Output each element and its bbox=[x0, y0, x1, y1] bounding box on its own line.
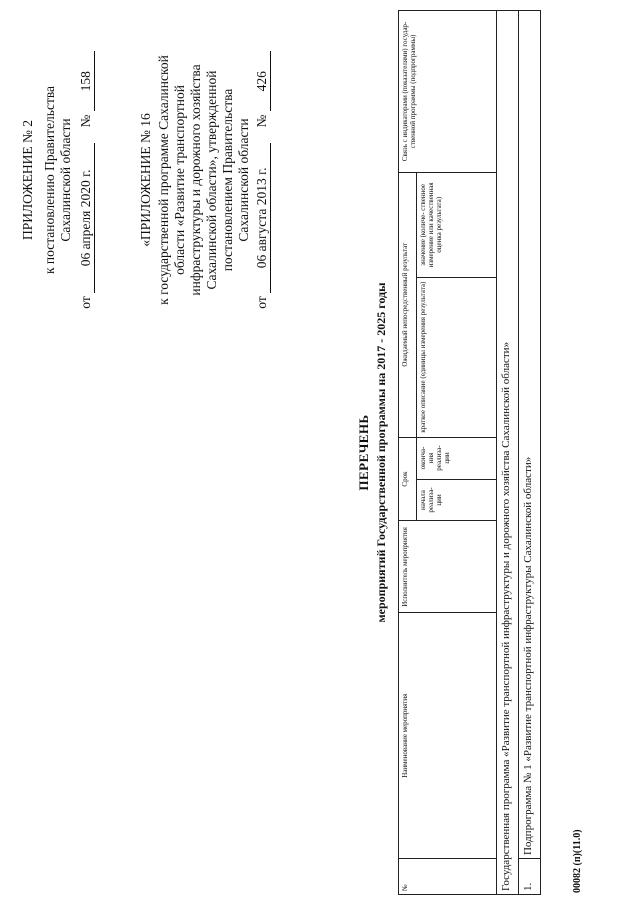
header-short-description: краткое описание (единицы измерения результата) bbox=[417, 277, 497, 437]
appendix-region: Сахалинской области bbox=[58, 118, 73, 242]
header-executor: Исполнитель мероприятия bbox=[399, 521, 497, 613]
header-value: значение (количе- ственное измерение или качественная оценка результата) bbox=[417, 172, 497, 277]
header-number: № bbox=[399, 859, 497, 895]
appendix-from-label: от bbox=[78, 296, 93, 309]
appendix-date: 06 апреля 2020 г. bbox=[78, 143, 95, 293]
title-perechen: ПЕРЕЧЕНЬ bbox=[356, 414, 371, 491]
appendix-header bbox=[20, 15, 95, 345]
appendix-num-label: № bbox=[78, 114, 93, 128]
original-line-6: Сахалинской области bbox=[236, 118, 251, 242]
document-code: 00082 (п)(11.0) bbox=[572, 829, 583, 893]
original-date: 06 августа 2013 г. bbox=[254, 143, 271, 293]
original-line-3: инфраструктуры и дорожного хозяйства bbox=[188, 64, 203, 296]
original-line-2: области «Развитие транспортной bbox=[172, 85, 187, 275]
appendix-number: 158 bbox=[78, 51, 95, 111]
header-start: начала реализа- ции bbox=[417, 479, 497, 521]
program-row-text: Государственная программа «Развитие транспортной инфраструктуры и дорожного хозяйства Сахалинской области» bbox=[497, 11, 519, 895]
table-header-row bbox=[399, 11, 417, 895]
header-term: Срок bbox=[399, 437, 417, 521]
appendix-title: ПРИЛОЖЕНИЕ № 2 bbox=[20, 119, 35, 241]
appendix-date-line bbox=[78, 15, 95, 345]
original-appendix-title: «ПРИЛОЖЕНИЕ № 16 bbox=[138, 113, 153, 247]
original-number: 426 bbox=[254, 51, 271, 111]
header-end: оконча- ния реализа- ции bbox=[417, 437, 497, 479]
original-from-label: от bbox=[254, 296, 269, 309]
original-line-4: Сахалинской области», утвержденной bbox=[204, 70, 219, 290]
row-number: 1. bbox=[519, 859, 541, 895]
appendix-to: к постановлению Правительства bbox=[42, 85, 57, 275]
original-appendix-header bbox=[138, 15, 271, 345]
header-indicator-link: Связь с индикаторами (показателями) государ- ственной программы (подпрограммы) bbox=[399, 11, 497, 173]
measures-table bbox=[398, 10, 541, 895]
title-subtitle: мероприятий Государственной программы на 2017 - 2025 годы bbox=[374, 282, 388, 623]
original-num-label: № bbox=[254, 114, 269, 128]
table-row bbox=[497, 11, 519, 895]
table-row bbox=[519, 11, 541, 895]
document-title bbox=[356, 0, 389, 905]
subprogram-row-text: Подпрограмма № 1 «Развитие транспортной инфраструктуры Сахалинской области» bbox=[519, 11, 541, 859]
header-expected-result: Ожидаемый непосредственный результат bbox=[399, 172, 417, 437]
original-line-5: постановлением Правительства bbox=[220, 88, 235, 272]
original-line-1: к государственной программе Сахалинской bbox=[156, 55, 171, 305]
header-measure-name: Наименование мероприятия bbox=[399, 613, 497, 859]
original-date-line bbox=[254, 15, 271, 345]
